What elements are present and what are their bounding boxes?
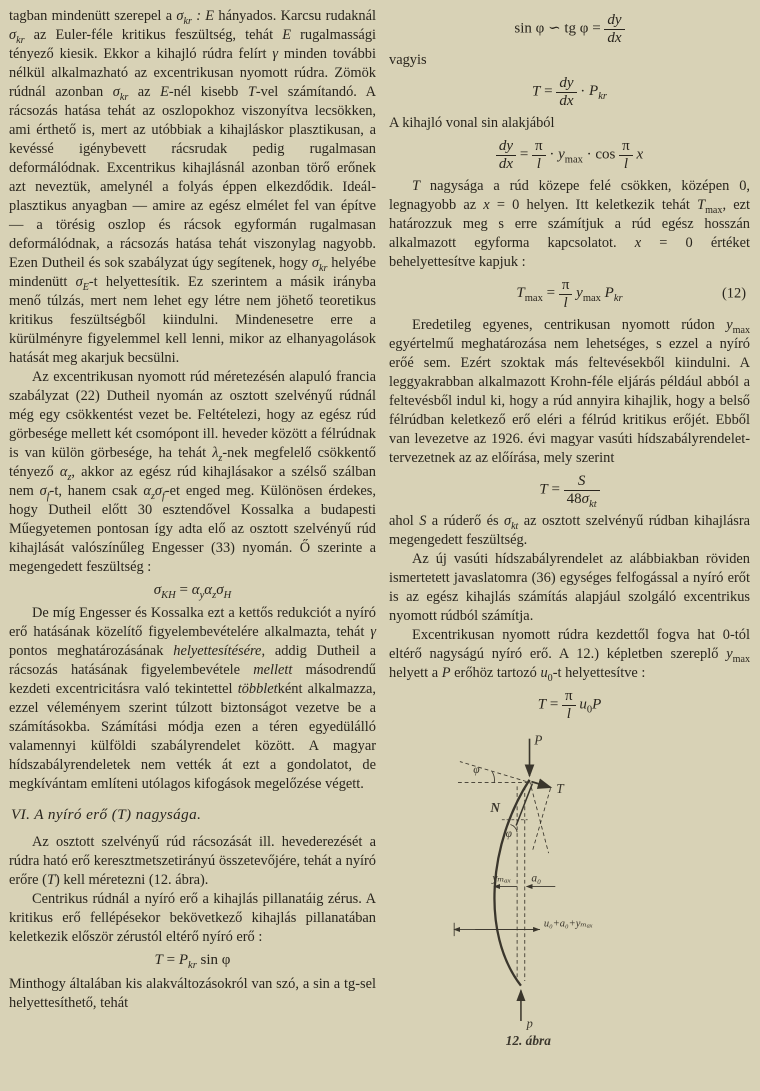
equation-12 (389, 277, 750, 311)
paragraph: Minthogy általában kis alakváltozásokról van szó, a sin a tg-sel helyettesíthető, tehát (9, 975, 376, 1011)
shear-arrow (531, 782, 550, 788)
paragraph: De míg Engesser és Kossalka ezt a kettős redukciót a nyíró erő hatásának közelítő figyelembevételére alkalmazta, tehát γ pontos meghatározásának helyettesítésére, addig Dutheil a rácsozás hatásának figyelembevétele mellett másodrendű kezdeti excentricitásra való tekintettel többletként alkalmazza, ezzel véleményem szerint túlzott biztonságot vezetve be a számításokba. Számítási módja ezen a téren egyedülálló valamennyi külföldi szabályrendelet között. A magyar hídszabályrendeletek nem vették át ezt a gondolatot, de megkívántam említeni utólagos kifogások megelőzése végett. (9, 605, 376, 793)
label-n: N (490, 800, 501, 816)
paragraph: Centrikus rúdnál a nyíró erő a kihajlás pillanatáig zérus. A kritikus erő fellépésekor bekövetkező kihajlás pillanatában keletkezik először zérustól eltérő nyíró erő : (9, 891, 376, 946)
paragraph: ahol S a rúderő és $\sigma_{kt}$ az osztott szelvényű rúdban kihajlásra megengedett feszültség. (389, 513, 750, 548)
paragraph: vagyis (389, 52, 427, 68)
label-phi-top: φ (473, 764, 480, 777)
inclined-dashed-line (460, 762, 527, 782)
label-t: T (556, 781, 564, 797)
label-p-top: P (534, 732, 543, 748)
equation-t-pkr-sin: $T = P_{kr}$ sin φ (154, 952, 231, 972)
phi-top-arc (492, 772, 494, 782)
paragraph: Az új vasúti hídszabályrendelet az alábbiakban röviden ismertetett javaslatomra (36) egységes felfogással a nyíró erőt is az egész kihajlás számítás alapjául szolgáló excentrikus nyomott rúdból számítja. (389, 551, 750, 624)
equation-body: $T_{max}$ = $\frac{\pi}{l}$ $y_{max}$ $P_{kr}$ (516, 277, 623, 311)
paragraph: Excentrikusan nyomott rúdra kezdettől fogva hat 0-tól eltérő nagyságú nyíró erő. A 12.) képletben szereplő $y_{max}$ helyett a P erőhöz tartozó $u_0-t$ helyettesítve : (389, 627, 750, 684)
paragraph: Eredetileg egyenes, centrikusan nyomott rúdon $y_{max}$ egyértelmű meghatározása nem lehetséges, s ezzel a nyíró erőé sem. Ezért szoktak más feltevésekből kiindulni. A leggyakrabban alkalmazott Krohn-féle eljárás például abból a feltevésből indul ki, hogy a rúd annyira kihajlik, hogy a belső félrúdban keletkező erő eléri a félrúd kritikus erőjét. Ebből van levezetve az 1926. évi magyar vasúti hídszabályrendelet-tervezetnek az az előírása, mely szerint (389, 317, 750, 466)
label-bottom-dim: u₀+a₀+yₘₐₓ (543, 918, 593, 930)
paragraph: tagban mindenütt szerepel a $\sigma_{kr}$ : E hányados. Karcsu rudaknál $\sigma_{kr}$ az Euler-féle kritikus feszültség, tehát E rugalmassági tényező kiesik. Ekkor a kihajló rúdra felírt γ minden további nélkül alkalmazható az excentrikusan nyomott rúdra. Zömök rúdnál azonban $\sigma_{kr}$ az E-nél kisebb T-vel számítandó. A rácsozás hatása tehát az oszlopokhoz viszonyítva lecsökken, ami érthető is, mert az utóbbiak a kihajláskor plasztikusan, a kevéssé igénybevett rácsrudak pedig rugalmasan deformálódnak. Excentrikus kihajlásnál azonban törő erőnek azt neveztük, amelynél a folyás éppen elkezdődik. Ideál-plasztikus anyagban — amire az egész elmélet fel van építve — a törésig oszlop és rácsok egyformán rugalmasan deformálódnak, a rácsozás hatása tehát viszonylag nagyobb. Ezen Dutheil és sok szabályzat úgy segítenek, hogy $\sigma_{kr}$ helyébe mindenütt $\sigma_E-t$ helyettesítik. Ez szerintem a másik irányba menő túlzás, mert nem lehet egy létre nem jöhető teoretikus kritikus feszültségből kiindulni. Mindenesetre erre a kürülményre figyelemmel kell lenni, mikor az elhanyagolások hatását meg akarjuk becsülni. (9, 8, 377, 366)
figure-12 (437, 727, 750, 1052)
label-a0: a₀ (531, 872, 542, 885)
paragraph: Az excentrikusan nyomott rúd méretezésén alapuló francia szabályzat (22) Dutheil nyomán az osztott szelvényű rúdnál még egy csökkentést vezet be. Feltételezi, hogy az egész rúd görbesége mellett két csomópont ill. heveder között a félrúdnak is van külön görbesége, ha tehát $\lambda_z$-nek megfelelő csökkentő tényező $\alpha_z$, akkor az egész rúd kihajlásakor a szélső szálban nem $\sigma_f-t$, hanem csak $\alpha_z\sigma_f-et$ enged meg. Különösen érdekes, hogy Dutheil előtt 30 esztendővel Kossalka a budapesti Műegyetemen pontosan így adta elő az osztott szelvényű rúd kihajlását valószínűleg Engesser (33) nyomán. Ő szerinte a megengedett feszültség : (9, 369, 376, 575)
equation-t-u0p: T = $\frac{\pi}{l}$ $u_0P$ (537, 688, 602, 722)
equation-sigma-kh: $\sigma_{KH} = \alpha_y\alpha_z\sigma_H$ (153, 582, 232, 601)
left-column (9, 7, 376, 1091)
paragraph: T nagysága a rúd közepe felé csökken, középen 0, legnagyobb az x = 0 helyen. Itt keletkezik tehát $T_{max}$, ezt határozzuk meg s erre számítjuk a rúd egész hosszán alkalmazott egyforma kapcsolatot. x = 0 értéket behelyettesítve kapjuk : (389, 178, 751, 270)
equation-sin-tg: sin φ ∽ tg φ = $\frac{dy}{dx}$ (389, 12, 750, 46)
equation-dydx-cos: $\frac{dy}{dx}$ = $\frac{\pi}{l}$ · $y_{max} \cdot \cos$ $\frac{\pi}{l}$ x (389, 138, 750, 172)
right-column (389, 7, 750, 1091)
figure-caption: 12. ábra (505, 1032, 551, 1047)
construction-dash-2 (530, 781, 549, 853)
paragraph: Az osztott szelvényű rúd rácsozását ill. hevederezését a rúdra ható erő keresztmetszetirányú összetevőjére, tehát a nyíró erőre (T) kell méretezni (12. ábra). (9, 834, 376, 889)
equation-number: (12) (722, 285, 746, 302)
label-ymax: yₘₐₓ (492, 872, 512, 885)
equation-t-s48: T = S $48\sigma_{kt}$ (389, 473, 750, 507)
label-p-bottom: p (526, 1016, 533, 1031)
buckled-rod-diagram (437, 727, 685, 1047)
label-phi-mid: φ (505, 827, 513, 840)
paragraph: A kihajló vonal sin alakjából (389, 115, 555, 131)
construction-dash-1 (532, 788, 550, 851)
equation-t-dydx: T = $\frac{dy}{dx}$ · $P_{kr}$ (532, 75, 607, 109)
section-heading: VI. A nyíró erő (T) nagysága. (11, 806, 202, 824)
